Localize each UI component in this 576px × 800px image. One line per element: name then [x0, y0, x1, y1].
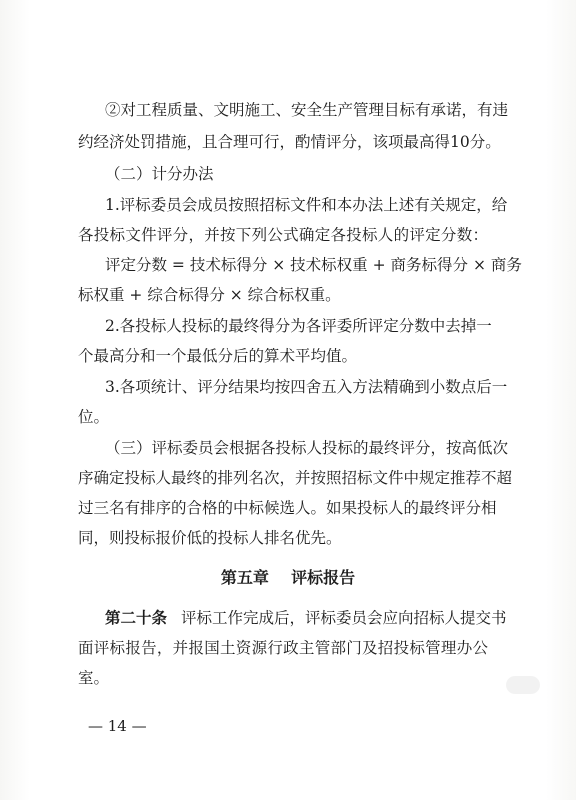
- article-number: 第二十条: [105, 609, 168, 627]
- paragraph-line: 过三名有排序的合格的中标候选人。如果投标人的最终评分相: [78, 499, 497, 517]
- article-first-line: [105, 607, 507, 629]
- formula-line: 评定分数 = 技术标得分 × 技术标权重 + 商务标得分 × 商务: [105, 256, 522, 274]
- paragraph-line: 各投标文件评分，并按下列公式确定各投标人的评定分数：: [78, 226, 488, 244]
- chapter-title: 第五章 评标报告: [220, 568, 356, 587]
- formula-line: 标权重 + 综合标得分 × 综合标权重。: [78, 286, 341, 304]
- page-number: — 14 —: [88, 717, 147, 735]
- paragraph-line: 室。: [78, 669, 110, 687]
- paragraph-line: 约经济处罚措施，且合理可行，酌情评分，该项最高得10分。: [78, 133, 501, 151]
- scan-smudge: [506, 676, 540, 694]
- paragraph-line: 3.各项统计、评分结果均按四舍五入方法精确到小数点后一: [105, 378, 508, 396]
- paragraph-line: 面评标报告，并报国土资源行政主管部门及招投标管理办公: [78, 639, 488, 657]
- paragraph-line: 个最高分和一个最低分后的算术平均值。: [78, 347, 358, 365]
- paragraph-line: 1.评标委员会成员按照招标文件和本办法上述有关规定，给: [105, 196, 508, 214]
- paragraph-line: 位。: [78, 408, 110, 426]
- paragraph-line: 同，则投标报价低的投标人排名优先。: [78, 529, 342, 547]
- section-heading: （二）计分办法: [105, 165, 214, 183]
- article-text: 评标工作完成后，评标委员会应向招标人提交书: [181, 609, 507, 627]
- paragraph-line: ②对工程质量、文明施工、安全生产管理目标有承诺，有违: [105, 101, 509, 119]
- paragraph-line: 序确定投标人最终的排列名次，并按照招标文件中规定推荐不超: [78, 469, 513, 487]
- paragraph-line: 2.各投标人投标的最终得分为各评委所评定分数中去掉一: [105, 317, 492, 335]
- section-line: （三）评标委员会根据各投标人投标的最终评分，按高低次: [105, 439, 509, 457]
